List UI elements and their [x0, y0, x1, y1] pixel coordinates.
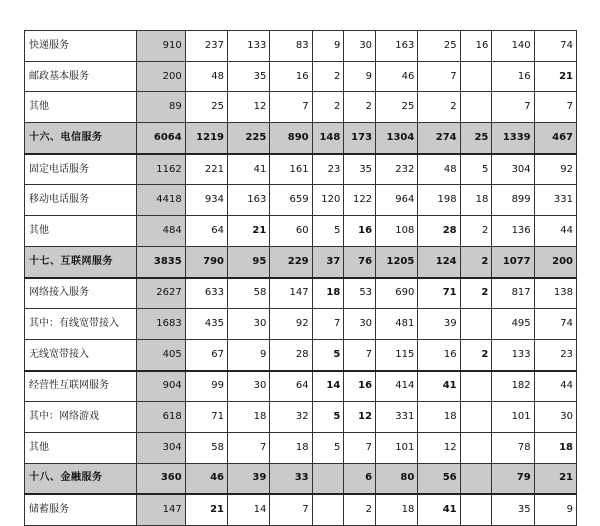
row-total-cell: 2627 — [137, 278, 186, 309]
table-cell: 16 — [344, 216, 376, 247]
row-label: 网络接入服务 — [25, 278, 137, 309]
table-cell: 467 — [534, 123, 576, 154]
row-label: 固定电话服务 — [25, 154, 137, 185]
table-cell: 21 — [228, 216, 270, 247]
table-cell: 79 — [492, 463, 534, 494]
table-cell: 78 — [492, 432, 534, 463]
table-cell: 23 — [534, 339, 576, 370]
table-cell: 229 — [270, 246, 312, 277]
table-cell: 237 — [185, 31, 227, 62]
row-label: 邮政基本服务 — [25, 61, 137, 92]
table-cell: 35 — [492, 494, 534, 525]
row-total-cell: 904 — [137, 371, 186, 402]
table-cell: 16 — [460, 31, 492, 62]
row-label: 经营性互联网服务 — [25, 371, 137, 402]
row-total-cell: 1162 — [137, 154, 186, 185]
table-cell: 99 — [185, 371, 227, 402]
table-cell: 48 — [418, 154, 460, 185]
table-cell: 37 — [312, 246, 344, 277]
table-cell: 64 — [270, 371, 312, 402]
table-row — [25, 61, 577, 92]
table-cell: 790 — [185, 246, 227, 277]
row-total-cell: 4418 — [137, 185, 186, 216]
table-cell: 133 — [228, 31, 270, 62]
table-cell: 12 — [228, 92, 270, 123]
table-row — [25, 92, 577, 123]
table-cell: 1339 — [492, 123, 534, 154]
row-total-cell: 1683 — [137, 309, 186, 340]
table-cell: 32 — [270, 402, 312, 433]
table-cell — [460, 309, 492, 340]
table-cell: 12 — [418, 432, 460, 463]
table-cell: 138 — [534, 278, 576, 309]
table-cell: 71 — [185, 402, 227, 433]
table-cell: 74 — [534, 31, 576, 62]
table-cell: 64 — [185, 216, 227, 247]
table-cell: 12 — [344, 402, 376, 433]
table-cell: 414 — [376, 371, 418, 402]
table-cell: 7 — [534, 92, 576, 123]
table-cell: 1304 — [376, 123, 418, 154]
table-cell — [460, 371, 492, 402]
statistics-table — [24, 30, 577, 526]
table-cell — [460, 432, 492, 463]
table-cell: 690 — [376, 278, 418, 309]
table-cell: 331 — [376, 402, 418, 433]
table-cell: 120 — [312, 185, 344, 216]
table-cell: 71 — [418, 278, 460, 309]
table-cell: 1077 — [492, 246, 534, 277]
table-row — [25, 246, 577, 277]
table-cell: 46 — [376, 61, 418, 92]
table-cell: 899 — [492, 185, 534, 216]
table-row — [25, 402, 577, 433]
row-total-cell: 3835 — [137, 246, 186, 277]
table-cell: 133 — [492, 339, 534, 370]
row-label: 十六、电信服务 — [25, 123, 137, 154]
row-total-cell: 618 — [137, 402, 186, 433]
table-cell: 39 — [418, 309, 460, 340]
table-cell: 67 — [185, 339, 227, 370]
row-label: 储蓄服务 — [25, 494, 137, 525]
table-cell: 16 — [270, 61, 312, 92]
table-cell: 30 — [228, 371, 270, 402]
table-cell: 9 — [344, 61, 376, 92]
table-cell: 48 — [185, 61, 227, 92]
table-cell: 53 — [344, 278, 376, 309]
table-cell: 18 — [376, 494, 418, 525]
table-cell: 18 — [460, 185, 492, 216]
table-cell: 21 — [185, 494, 227, 525]
table-cell: 46 — [185, 463, 227, 494]
table-cell: 115 — [376, 339, 418, 370]
table-cell: 7 — [270, 494, 312, 525]
table-cell: 83 — [270, 31, 312, 62]
table-cell: 5 — [460, 154, 492, 185]
table-cell — [460, 402, 492, 433]
table-cell: 28 — [270, 339, 312, 370]
table-cell: 56 — [418, 463, 460, 494]
table-cell: 14 — [228, 494, 270, 525]
row-label: 其中：有线宽带接入 — [25, 309, 137, 340]
table-cell: 44 — [534, 371, 576, 402]
table-cell: 95 — [228, 246, 270, 277]
table-cell: 35 — [344, 154, 376, 185]
table-cell: 60 — [270, 216, 312, 247]
table-cell: 964 — [376, 185, 418, 216]
table-row — [25, 463, 577, 494]
row-total-cell: 6064 — [137, 123, 186, 154]
table-cell: 9 — [534, 494, 576, 525]
table-row — [25, 278, 577, 309]
table-cell: 890 — [270, 123, 312, 154]
table-cell: 481 — [376, 309, 418, 340]
table-cell: 2 — [460, 246, 492, 277]
table-cell — [312, 463, 344, 494]
row-total-cell: 89 — [137, 92, 186, 123]
table-cell: 435 — [185, 309, 227, 340]
table-cell: 92 — [534, 154, 576, 185]
table-cell: 136 — [492, 216, 534, 247]
table-cell: 331 — [534, 185, 576, 216]
table-cell: 2 — [460, 216, 492, 247]
row-total-cell: 360 — [137, 463, 186, 494]
row-label: 其他 — [25, 92, 137, 123]
table-cell: 274 — [418, 123, 460, 154]
table-cell: 2 — [344, 92, 376, 123]
table-cell — [460, 92, 492, 123]
table-cell: 198 — [418, 185, 460, 216]
table-cell: 21 — [534, 463, 576, 494]
table-cell: 5 — [312, 216, 344, 247]
row-label: 其他 — [25, 432, 137, 463]
table-cell: 2 — [312, 61, 344, 92]
table-cell: 101 — [376, 432, 418, 463]
table-cell: 124 — [418, 246, 460, 277]
table-cell — [460, 463, 492, 494]
table-cell: 5 — [312, 402, 344, 433]
table-cell: 7 — [344, 339, 376, 370]
table-row — [25, 339, 577, 370]
table-cell: 41 — [418, 494, 460, 525]
table-cell: 659 — [270, 185, 312, 216]
table-cell — [460, 61, 492, 92]
table-row — [25, 371, 577, 402]
table-cell: 58 — [185, 432, 227, 463]
table-cell: 25 — [418, 31, 460, 62]
table-cell: 2 — [460, 278, 492, 309]
table-cell: 33 — [270, 463, 312, 494]
table-cell — [312, 494, 344, 525]
table-cell: 7 — [228, 432, 270, 463]
table-cell: 18 — [534, 432, 576, 463]
table-cell: 23 — [312, 154, 344, 185]
table-cell: 5 — [312, 432, 344, 463]
row-label: 移动电话服务 — [25, 185, 137, 216]
row-label: 十七、互联网服务 — [25, 246, 137, 277]
table-cell: 30 — [228, 309, 270, 340]
row-total-cell: 910 — [137, 31, 186, 62]
table-body — [25, 31, 577, 526]
table-cell: 147 — [270, 278, 312, 309]
table-cell: 25 — [460, 123, 492, 154]
table-cell: 163 — [376, 31, 418, 62]
table-cell: 122 — [344, 185, 376, 216]
row-total-cell: 405 — [137, 339, 186, 370]
row-label: 其中：网络游戏 — [25, 402, 137, 433]
table-row — [25, 154, 577, 185]
table-cell: 30 — [344, 309, 376, 340]
table-cell: 41 — [228, 154, 270, 185]
table-row — [25, 123, 577, 154]
table-cell: 200 — [534, 246, 576, 277]
table-cell: 7 — [312, 309, 344, 340]
table-cell: 7 — [418, 61, 460, 92]
table-cell: 182 — [492, 371, 534, 402]
table-cell: 6 — [344, 463, 376, 494]
table-cell: 1205 — [376, 246, 418, 277]
table-cell: 2 — [344, 494, 376, 525]
table-row — [25, 494, 577, 525]
table-cell: 7 — [344, 432, 376, 463]
table-cell: 16 — [418, 339, 460, 370]
table-cell: 173 — [344, 123, 376, 154]
table-cell: 304 — [492, 154, 534, 185]
table-cell: 41 — [418, 371, 460, 402]
table-cell: 9 — [228, 339, 270, 370]
table-cell: 161 — [270, 154, 312, 185]
table-row — [25, 309, 577, 340]
table-cell: 633 — [185, 278, 227, 309]
table-cell: 2 — [312, 92, 344, 123]
table-cell: 1219 — [185, 123, 227, 154]
table-cell: 7 — [270, 92, 312, 123]
row-total-cell: 147 — [137, 494, 186, 525]
table-cell: 21 — [534, 61, 576, 92]
table-cell: 2 — [418, 92, 460, 123]
table-cell — [460, 494, 492, 525]
table-cell: 58 — [228, 278, 270, 309]
table-cell: 74 — [534, 309, 576, 340]
table-cell: 76 — [344, 246, 376, 277]
table-cell: 39 — [228, 463, 270, 494]
table-cell: 25 — [185, 92, 227, 123]
table-cell: 221 — [185, 154, 227, 185]
table-cell: 2 — [460, 339, 492, 370]
row-label: 十八、金融服务 — [25, 463, 137, 494]
row-label: 无线宽带接入 — [25, 339, 137, 370]
table-row — [25, 432, 577, 463]
table-cell: 18 — [270, 432, 312, 463]
table-cell: 18 — [418, 402, 460, 433]
row-label: 快递服务 — [25, 31, 137, 62]
table-cell: 108 — [376, 216, 418, 247]
table-cell: 232 — [376, 154, 418, 185]
table-cell: 30 — [344, 31, 376, 62]
table-cell: 5 — [312, 339, 344, 370]
table-cell: 495 — [492, 309, 534, 340]
row-total-cell: 484 — [137, 216, 186, 247]
table-cell: 35 — [228, 61, 270, 92]
table-cell: 163 — [228, 185, 270, 216]
table-cell: 225 — [228, 123, 270, 154]
table-cell: 817 — [492, 278, 534, 309]
table-cell: 16 — [344, 371, 376, 402]
table-cell: 934 — [185, 185, 227, 216]
table-cell: 18 — [228, 402, 270, 433]
table-cell: 28 — [418, 216, 460, 247]
table-cell: 92 — [270, 309, 312, 340]
table-cell: 140 — [492, 31, 534, 62]
table-row — [25, 31, 577, 62]
table-row — [25, 185, 577, 216]
table-cell: 14 — [312, 371, 344, 402]
table-cell: 16 — [492, 61, 534, 92]
table-cell: 9 — [312, 31, 344, 62]
table-cell: 44 — [534, 216, 576, 247]
table-cell: 18 — [312, 278, 344, 309]
row-label: 其他 — [25, 216, 137, 247]
table-cell: 80 — [376, 463, 418, 494]
table-cell: 148 — [312, 123, 344, 154]
row-total-cell: 200 — [137, 61, 186, 92]
table-cell: 30 — [534, 402, 576, 433]
table-row — [25, 216, 577, 247]
table-cell: 25 — [376, 92, 418, 123]
table-cell: 101 — [492, 402, 534, 433]
table-cell: 7 — [492, 92, 534, 123]
row-total-cell: 304 — [137, 432, 186, 463]
